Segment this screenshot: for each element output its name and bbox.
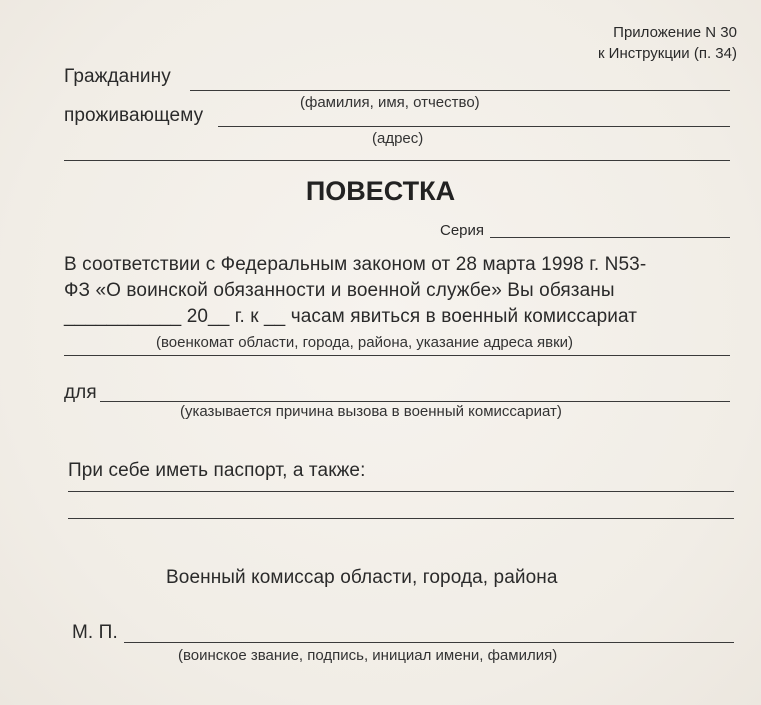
citizen-name-hint: (фамилия, имя, отчество): [300, 94, 480, 111]
body-line-1: В соответствии с Федеральным законом от 28 марта 1998 г. N53-: [64, 254, 647, 275]
bring-line-1: [68, 491, 734, 492]
address-hint: (адрес): [372, 130, 424, 147]
series-label: Серия: [440, 222, 485, 239]
bring-label: При себе иметь паспорт, а также:: [68, 460, 366, 481]
signature-line: [124, 642, 734, 643]
office-hint: (военкомат области, города, района, указание адреса явки): [156, 334, 574, 351]
series-line: [490, 237, 730, 238]
residing-label: проживающему: [64, 105, 204, 126]
citizen-name-line: [190, 90, 730, 91]
bring-line-2: [68, 518, 734, 519]
body-line-2: ФЗ «О воинской обязанности и военной службе» Вы обязаны: [64, 280, 615, 301]
citizen-label: Гражданину: [64, 66, 171, 87]
purpose-hint: (указывается причина вызова в военный комиссариат): [180, 403, 562, 420]
purpose-line: [100, 401, 730, 402]
commissar-title: Военный комиссар области, города, района: [166, 567, 558, 588]
document-title: ПОВЕСТКА: [305, 176, 456, 206]
office-line: [64, 355, 730, 356]
appendix-line-1: Приложение N 30: [613, 24, 737, 41]
address-line-2: [64, 160, 730, 161]
purpose-label: для: [64, 382, 97, 403]
appendix-line-2: к Инструкции (п. 34): [597, 45, 737, 62]
signature-hint: (воинское звание, подпись, инициал имени, фамилия): [178, 647, 558, 664]
body-line-3: ___________ 20__ г. к __ часам явиться в военный комиссариат: [64, 306, 638, 327]
seal-label: М. П.: [72, 622, 118, 643]
address-line: [218, 126, 730, 127]
